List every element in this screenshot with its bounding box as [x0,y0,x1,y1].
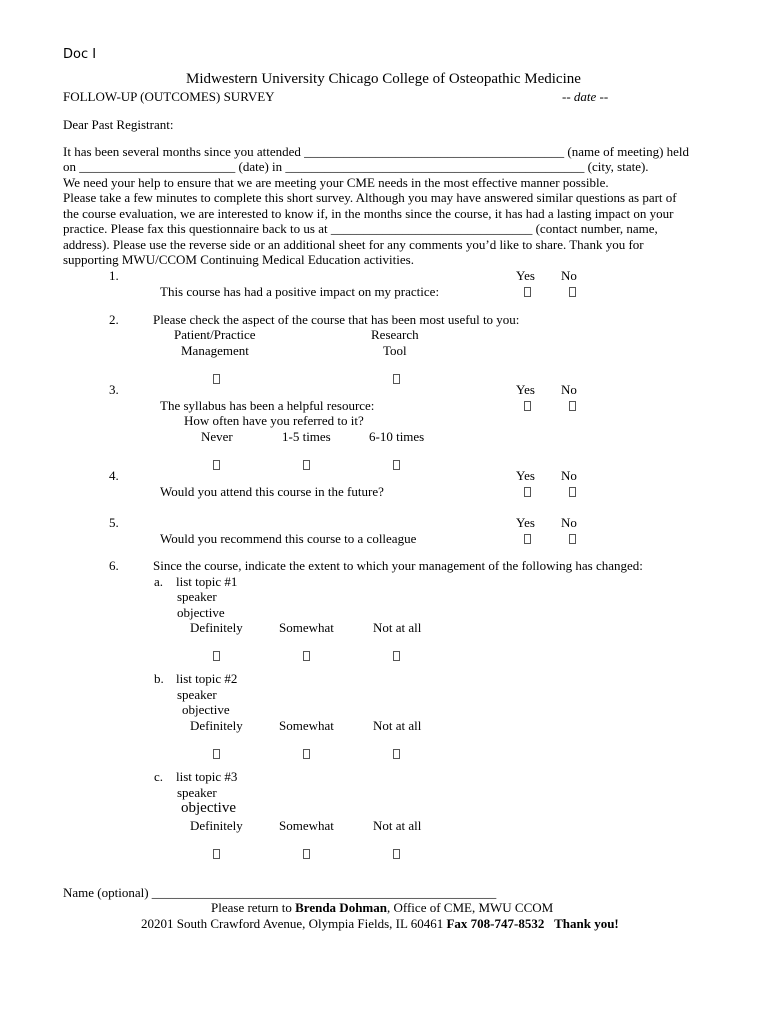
question-text: Please check the aspect of the course that has been most useful to you: [153,312,520,327]
intro-line: the course evaluation, we are interested to know if, in the months since the course, it has had a lasting impact on your [63,206,674,221]
q6c-not-at-all-checkbox[interactable] [393,849,400,859]
q4-no-checkbox[interactable] [569,487,576,497]
q6c-somewhat-checkbox[interactable] [303,849,310,859]
item-letter: c. [154,769,164,784]
question-number: 5. [109,515,119,530]
intro-line: Please take a few minutes to complete this short survey. Although you may have answered similar questions as part of [63,190,677,205]
yes-label: Yes [516,382,535,397]
question-text: Would you recommend this course to a colleague [160,531,417,546]
yes-label: Yes [516,515,535,530]
q6a-not-at-all-checkbox[interactable] [393,651,400,661]
q1-yes-checkbox[interactable] [524,287,531,297]
q6b-somewhat-checkbox[interactable] [303,749,310,759]
speaker-label: speaker [177,785,217,800]
intro-line: It has been several months since you attended ________________________________________ (name of meeting) held [63,144,690,159]
topic-label: list topic #2 [176,671,238,686]
page-title: Midwestern University Chicago College of Osteopathic Medicine [186,71,581,87]
option-label: Never [201,429,233,444]
q3-yes-checkbox[interactable] [524,401,531,411]
question-number: 3. [109,382,119,397]
rating-label: Definitely [190,818,243,833]
speaker-label: speaker [177,589,217,604]
option-label: Research [371,327,419,342]
yes-label: Yes [516,468,535,483]
q6b-definitely-checkbox[interactable] [213,749,220,759]
rating-label: Somewhat [279,620,334,635]
q3-no-checkbox[interactable] [569,401,576,411]
q3-6-10-times-checkbox[interactable] [393,460,400,470]
option-label: Tool [383,343,407,358]
no-label: No [561,268,577,283]
q6b-not-at-all-checkbox[interactable] [393,749,400,759]
return-pre: Please return to [211,900,296,915]
question-text: Since the course, indicate the extent to which your management of the following has changed: [153,558,643,573]
intro-line: We need your help to ensure that we are meeting your CME needs in the most effective manner possible. [63,175,609,190]
question-text: Would you attend this course in the future? [160,484,384,499]
address-line [141,916,619,931]
question-subtext: How often have you referred to it? [184,413,364,428]
q2-research-tool-checkbox[interactable] [393,374,400,384]
intro-line: supporting MWU/CCOM Continuing Medical Education activities. [63,252,414,267]
objective-label: objective [182,702,230,717]
option-label: Management [181,343,249,358]
q6a-definitely-checkbox[interactable] [213,651,220,661]
objective-label: objective [177,605,225,620]
question-number: 2. [109,312,119,327]
topic-label: list topic #1 [176,574,238,589]
question-number: 4. [109,468,119,483]
rating-label: Somewhat [279,718,334,733]
item-letter: a. [154,574,164,589]
topic-label: list topic #3 [176,769,238,784]
q2-patient-practice-checkbox[interactable] [213,374,220,384]
q1-no-checkbox[interactable] [569,287,576,297]
return-line [211,900,553,915]
question-number: 1. [109,268,119,283]
doc-label: Doc I [63,47,97,62]
question-number: 6. [109,558,119,573]
address: 20201 South Crawford Avenue, Olympia Fields, IL 60461 [141,916,447,931]
no-label: No [561,515,577,530]
q5-no-checkbox[interactable] [569,534,576,544]
rating-label: Not at all [373,620,422,635]
intro-line: on ________________________ (date) in ______________________________________________ (city, state). [63,159,649,174]
survey-name: FOLLOW-UP (OUTCOMES) SURVEY [63,89,275,104]
question-text: This course has had a positive impact on my practice: [160,284,440,299]
no-label: No [561,468,577,483]
rating-label: Definitely [190,620,243,635]
q6a-somewhat-checkbox[interactable] [303,651,310,661]
intro-line: practice. Please fax this questionnaire back to us at _______________________________ (contact number, name, [63,221,658,236]
thank-you: Thank you! [554,916,619,931]
rating-label: Not at all [373,718,422,733]
yes-label: Yes [516,268,535,283]
option-label: 6-10 times [369,429,425,444]
greeting: Dear Past Registrant: [63,117,174,132]
q3-1-5-times-checkbox[interactable] [303,460,310,470]
rating-label: Definitely [190,718,243,733]
rating-label: Not at all [373,818,422,833]
q5-yes-checkbox[interactable] [524,534,531,544]
speaker-label: speaker [177,687,217,702]
intro-line: address). Please use the reverse side or an additional sheet for any comments you’d like to share. Thank you for [63,237,644,252]
return-post: , Office of CME, MWU CCOM [387,900,554,915]
question-text: The syllabus has been a helpful resource: [160,398,375,413]
rating-label: Somewhat [279,818,334,833]
option-label: 1-5 times [282,429,331,444]
objective-label: objective [181,800,236,816]
q4-yes-checkbox[interactable] [524,487,531,497]
q3-never-checkbox[interactable] [213,460,220,470]
survey-date: -- date -- [562,89,609,104]
return-name: Brenda Dohman [295,900,387,915]
name-field[interactable]: Name (optional) _____________________________________________________ [63,885,497,900]
q6c-definitely-checkbox[interactable] [213,849,220,859]
option-label: Patient/Practice [174,327,256,342]
fax-number: Fax 708-747-8532 [446,916,545,931]
item-letter: b. [154,671,164,686]
no-label: No [561,382,577,397]
